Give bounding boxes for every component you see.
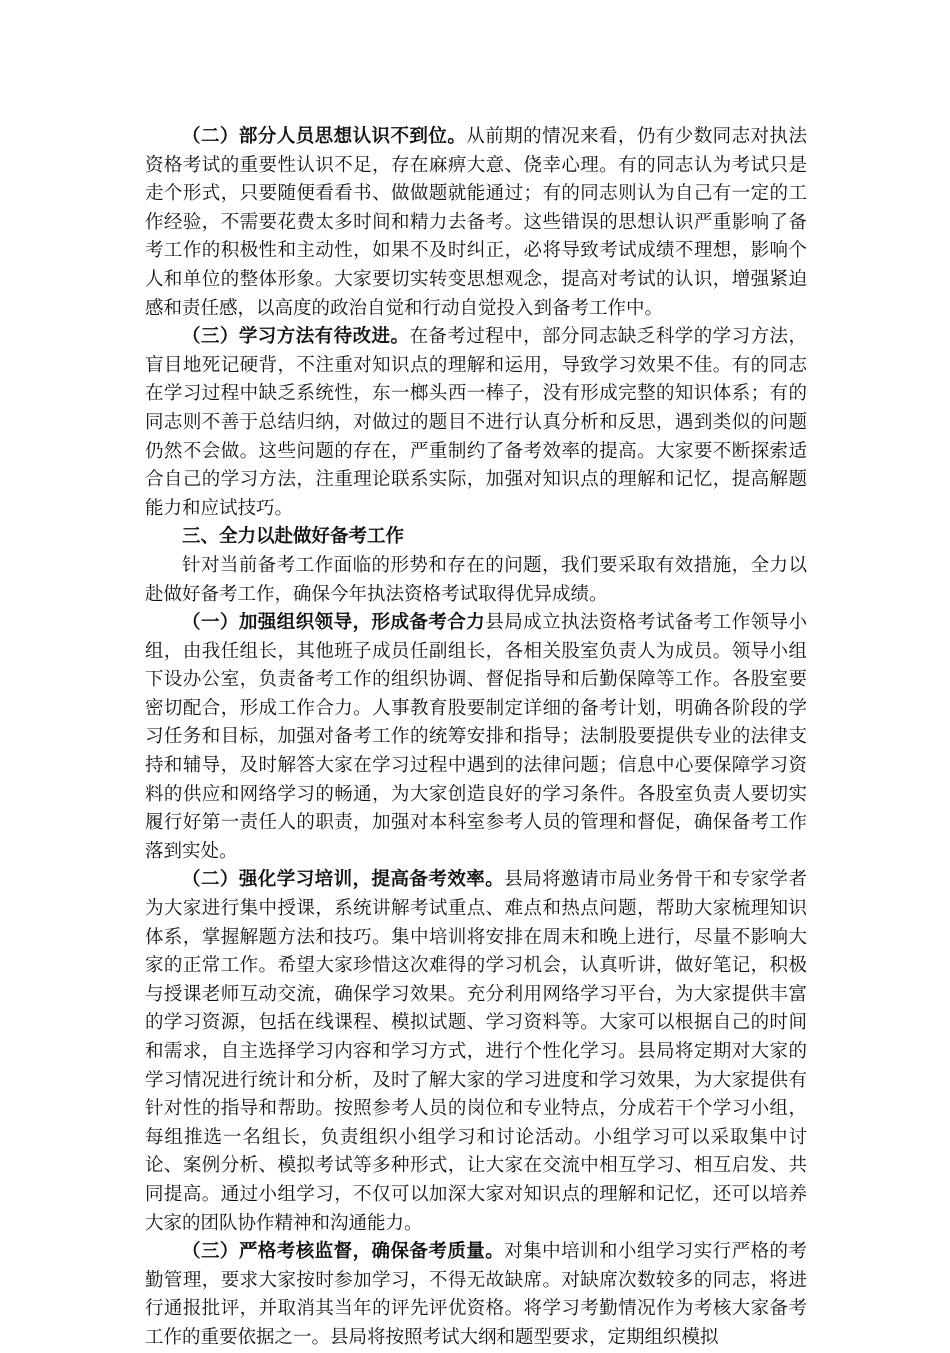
section-intro: 针对当前备考工作面临的形势和存在的问题，我们要采取有效措施，全力以赴做好备考工作，确保今年执法资格考试取得优异成绩。 [145,554,807,605]
paragraph-supervision [145,1238,807,1352]
paragraph-body: 从前期的情况来看，仍有少数同志对执法资格考试的重要性认识不足，存在麻痹大意、侥幸心理。有的同志认为考试只是走个形式，只要随便看看书、做做题就能通过；有的同志则认为自己有一定的工作经验，不需要花费太多时间和精力去备考。这些错误的思想认识严重影响了备考工作的积极性和主动性，如果不及时纠正，必将导致考试成绩不理想，影响个人和单位的整体形象。大家要切实转变思想观念，提高对考试的认识，增强紧迫感和责任感，以高度的政治自觉和行动自觉投入到备考工作中。 [145,126,807,319]
paragraph-training [145,866,807,1238]
paragraph-body: 对集中培训和小组学习实行严格的考勤管理，要求大家按时参加学习，不得无故缺席。对缺席次数较多的同志，将进行通报批评，并取消其当年的评先评优资格。将学习考勤情况作为考核大家备考工作的重要依据之一。县局将按照考试大纲和题型要求，定期组织模拟 [145,1241,807,1348]
paragraph-lead: （一）加强组织领导，形成备考合力 [182,612,486,634]
paragraph-lead: （三）学习方法有待改进。 [182,326,410,348]
paragraph-body: 在备考过程中，部分同志缺乏科学的学习方法，盲目地死记硬背，不注重对知识点的理解和运用，导致学习效果不佳。有的同志在学习过程中缺乏系统性，东一榔头西一棒子，没有形成完整的知识体系；有的同志则不善于总结归纳，对做过的题目不进行认真分析和反思，遇到类似的问题仍然不会做。这些问题的存在，严重制约了备考效率的提高。大家要不断探索适合自己的学习方法，注重理论联系实际，加强对知识点的理解和记忆，提高解题能力和应试技巧。 [145,326,807,519]
paragraph-body: 县局将邀请市局业务骨干和专家学者为大家进行集中授课，系统讲解考试重点、难点和热点问题，帮助大家梳理知识体系，掌握解题方法和技巧。集中培训将安排在周末和晚上进行，尽量不影响大家的正常工作。希望大家珍惜这次难得的学习机会，认真听讲，做好笔记，积极与授课老师互动交流，确保学习效果。充分利用网络学习平台，为大家提供丰富的学习资源，包括在线课程、模拟试题、学习资料等。大家可以根据自己的时间和需求，自主选择学习内容和学习方式，进行个性化学习。县局将定期对大家的学习情况进行统计和分析，及时了解大家的学习进度和学习效果，为大家提供有针对性的指导和帮助。按照参考人员的岗位和专业特点，分成若干个学习小组，每组推选一名组长，负责组织小组学习和讨论活动。小组学习可以采取集中讨论、案例分析、模拟考试等多种形式，让大家在交流中相互学习、相互启发、共同提高。通过小组学习，不仅可以加深大家对知识点的理解和记忆，还可以培养大家的团队协作精神和沟通能力。 [145,869,807,1234]
paragraph-organization [145,609,807,866]
paragraph-lead: （二）强化学习培训，提高备考效率。 [182,869,505,891]
paragraph-awareness [145,123,807,323]
paragraph-lead: （三）严格考核监督，确保备考质量。 [182,1241,505,1263]
section-heading: 三、全力以赴做好备考工作 [182,526,405,548]
paragraph-study-method [145,323,807,523]
paragraph-body: 县局成立执法资格考试备考工作领导小组，由我任组长，其他班子成员任副组长，各相关股室负责人为成员。领导小组下设办公室，负责备考工作的组织协调、督促指导和后勤保障等工作。各股室要密切配合，形成工作合力。人事教育股要制定详细的备考计划，明确各阶段的学习任务和目标，加强对备考工作的统筹安排和指导；法制股要提供专业的法律支持和辅导，及时解答大家在学习过程中遇到的法律问题；信息中心要保障学习资料的供应和网络学习的畅通，为大家创造良好的学习条件。各股室负责人要切实履行好第一责任人的职责，加强对本科室参考人员的管理和督促，确保备考工作落到实处。 [145,612,807,862]
document-page [145,123,807,1353]
paragraph-lead: （二）部分人员思想认识不到位。 [182,126,467,147]
